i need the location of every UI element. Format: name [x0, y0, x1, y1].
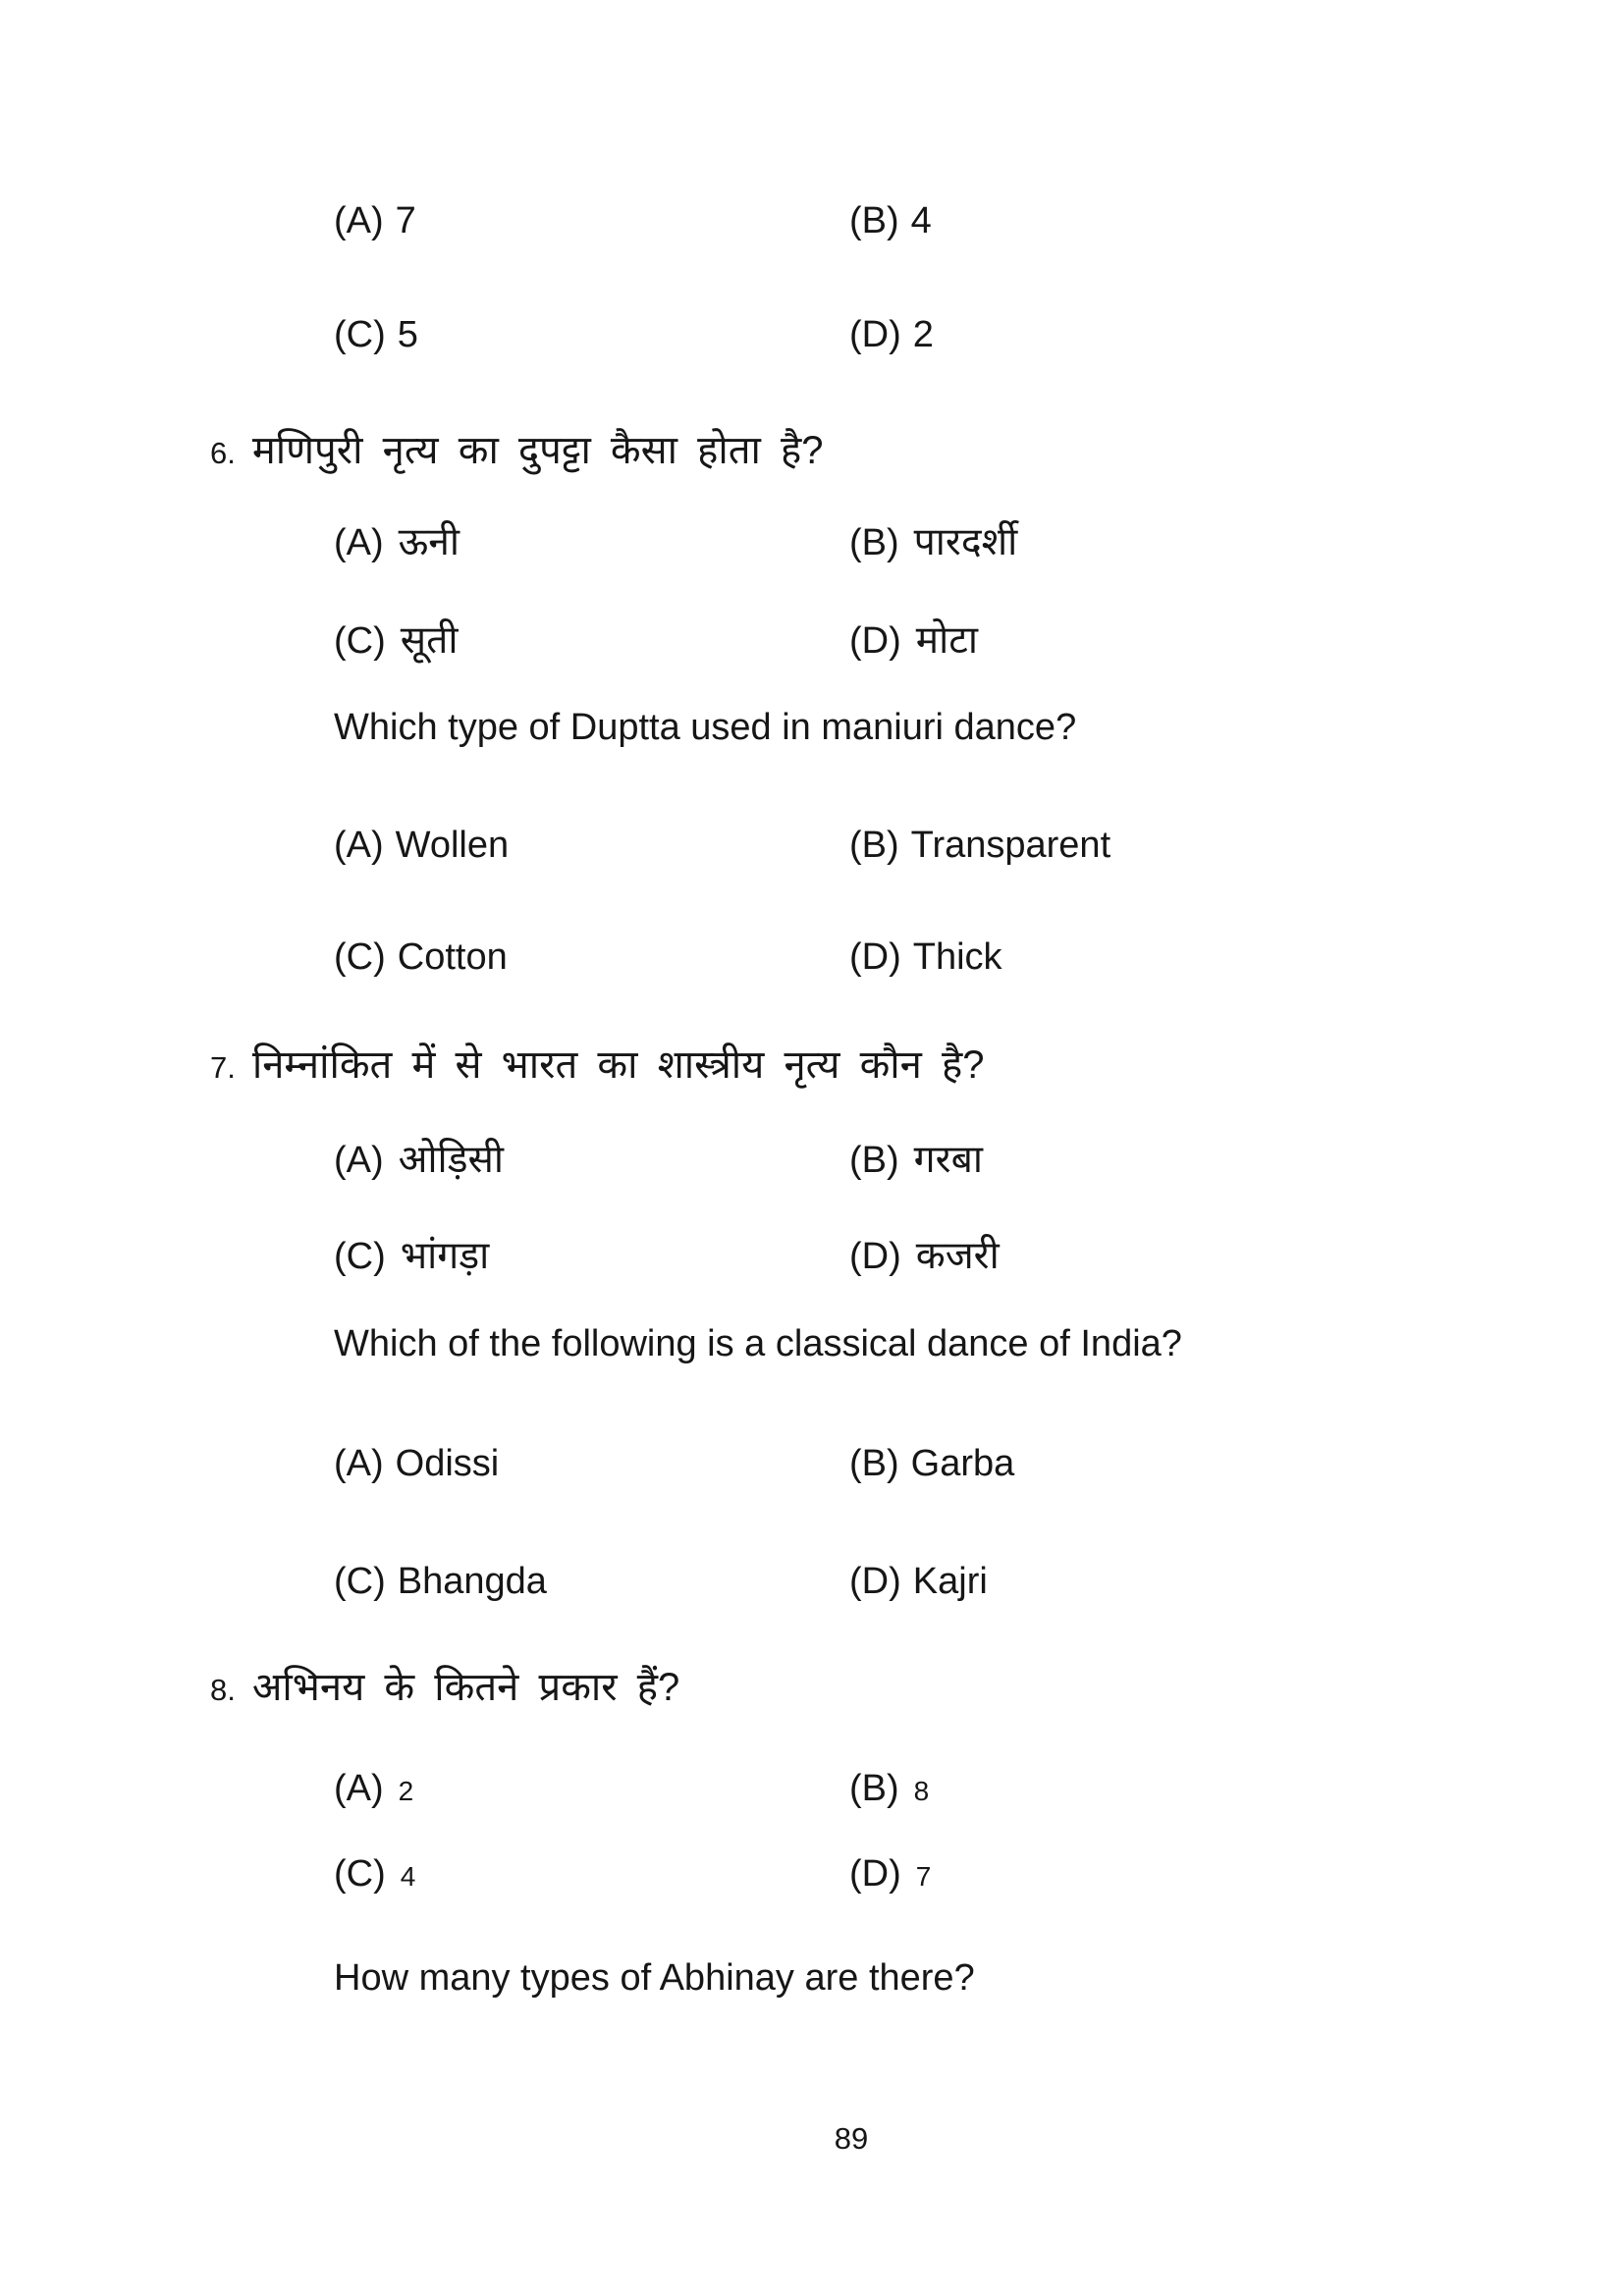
question-6-option-a-hindi — [334, 517, 460, 569]
question-8-option-b-label: (B) — [849, 1768, 899, 1809]
question-6-option-d-hindi-value: मोटा — [915, 619, 978, 662]
question-7-option-c-hindi — [334, 1231, 489, 1283]
question-6-option-b-english-label: (B) — [849, 825, 899, 866]
carryover-option-b-value: 4 — [910, 200, 932, 241]
carryover-option-d-label: (D) — [849, 314, 901, 355]
question-6-text-english: Which type of Duptta used in maniuri dance? — [334, 707, 1077, 748]
question-6-option-d-english-label: (D) — [849, 936, 901, 978]
carryover-option-a-label: (A) — [334, 200, 384, 241]
question-7-option-b-english — [849, 1439, 1014, 1489]
question-6-option-d-hindi — [849, 615, 978, 667]
question-6-option-d-english — [849, 933, 1002, 983]
question-7-option-c-english-value: Bhangda — [397, 1561, 547, 1602]
question-6-option-b-english — [849, 821, 1110, 871]
carryover-option-b-label: (B) — [849, 200, 899, 241]
question-6-number: 6. — [210, 436, 236, 470]
question-8-hindi — [210, 1661, 679, 1714]
question-6-option-b-hindi — [849, 517, 1017, 569]
question-7-option-a-hindi-label: (A) — [334, 1140, 384, 1181]
question-7-english-options-row-2 — [0, 1557, 1624, 1610]
question-7-option-c-hindi-label: (C) — [334, 1236, 386, 1277]
question-7-option-b-english-value: Garba — [910, 1443, 1015, 1484]
question-7-text-hindi: निम्नांकित में से भारत का शास्त्रीय नृत्य कौन है? — [251, 1043, 985, 1087]
question-7-english-options-row-1 — [0, 1439, 1624, 1492]
question-7-option-d-hindi-label: (D) — [849, 1236, 901, 1277]
question-6-option-b-hindi-value: पारदर्शी — [913, 521, 1018, 563]
question-6-option-a-hindi-value: ऊनी — [398, 521, 460, 563]
question-8-option-c-label: (C) — [334, 1853, 386, 1895]
question-7-option-b-hindi-label: (B) — [849, 1140, 899, 1181]
question-8-text-hindi: अभिनय के कितने प्रकार हैं? — [251, 1666, 680, 1709]
question-6-option-c-hindi-value: सूती — [400, 619, 459, 662]
question-7-hindi-options-row-2 — [0, 1231, 1624, 1284]
question-6-option-a-english — [334, 821, 509, 871]
question-7-option-c-english — [334, 1557, 547, 1607]
question-6-option-a-english-label: (A) — [334, 825, 384, 866]
question-6-option-c-hindi-label: (C) — [334, 620, 386, 662]
question-6-option-c-english-label: (C) — [334, 936, 386, 978]
question-8-option-c — [334, 1849, 415, 1899]
question-8-option-d — [849, 1849, 931, 1899]
question-7-option-d-hindi-value: कजरी — [915, 1235, 1000, 1277]
question-6-option-b-hindi-label: (B) — [849, 522, 899, 563]
carryover-option-a — [334, 196, 416, 246]
question-8-option-b-value: 8 — [913, 1776, 930, 1806]
question-7-option-a-hindi-value: ओड़िसी — [398, 1139, 504, 1181]
carryover-option-c-value: 5 — [397, 314, 418, 355]
question-7-option-d-english-value: Kajri — [912, 1561, 988, 1602]
question-6-hindi-options-row-1 — [0, 517, 1624, 570]
question-8-option-d-label: (D) — [849, 1853, 901, 1895]
question-8-options-row-1 — [0, 1764, 1624, 1817]
question-7-option-d-hindi — [849, 1231, 1000, 1283]
question-8-option-d-value: 7 — [915, 1861, 932, 1892]
question-7-option-a-english-value: Odissi — [395, 1443, 500, 1484]
question-6-hindi-options-row-2 — [0, 615, 1624, 668]
carryover-option-c — [334, 310, 418, 360]
question-7-option-c-hindi-value: भांगड़ा — [400, 1235, 490, 1277]
question-7-option-a-english — [334, 1439, 499, 1489]
question-6-option-b-english-value: Transparent — [910, 825, 1111, 866]
question-6-option-c-english-value: Cotton — [397, 936, 508, 978]
question-8-option-a-value: 2 — [398, 1776, 414, 1806]
page-number: 89 — [834, 2121, 869, 2156]
question-8-option-c-value: 4 — [400, 1861, 416, 1892]
question-6-english-options-row-1 — [0, 821, 1624, 874]
question-7-option-d-english-label: (D) — [849, 1561, 901, 1602]
carryover-option-a-value: 7 — [395, 200, 416, 241]
question-6-text-hindi: मणिपुरी नृत्य का दुपट्टा कैसा होता है? — [251, 429, 824, 472]
question-7-hindi-options-row-1 — [0, 1135, 1624, 1188]
question-6-option-d-english-value: Thick — [912, 936, 1002, 978]
question-8-option-b — [849, 1764, 929, 1814]
question-7-option-a-english-label: (A) — [334, 1443, 384, 1484]
question-8-option-a — [334, 1764, 413, 1814]
question-8-option-a-label: (A) — [334, 1768, 384, 1809]
question-7-option-b-hindi-value: गरबा — [913, 1139, 983, 1181]
carryover-options-row-2 — [0, 310, 1624, 363]
question-6-option-a-english-value: Wollen — [395, 825, 510, 866]
carryover-option-d — [849, 310, 934, 360]
question-7-option-b-hindi — [849, 1135, 983, 1187]
question-7-option-d-english — [849, 1557, 988, 1607]
question-7-option-c-english-label: (C) — [334, 1561, 386, 1602]
question-7-hindi — [210, 1039, 984, 1092]
question-6-hindi — [210, 424, 824, 477]
question-7-option-b-english-label: (B) — [849, 1443, 899, 1484]
question-8-text-english: How many types of Abhinay are there? — [334, 1957, 975, 1999]
carryover-option-d-value: 2 — [912, 314, 934, 355]
question-6-english-options-row-2 — [0, 933, 1624, 986]
carryover-option-b — [849, 196, 932, 246]
carryover-option-c-label: (C) — [334, 314, 386, 355]
question-7-text-english: Which of the following is a classical dance of India? — [334, 1323, 1182, 1364]
question-7-number: 7. — [210, 1050, 236, 1085]
question-6-option-c-hindi — [334, 615, 458, 667]
question-8-number: 8. — [210, 1673, 236, 1707]
question-8-options-row-2 — [0, 1849, 1624, 1902]
carryover-options-row-1 — [0, 196, 1624, 249]
question-6-option-a-hindi-label: (A) — [334, 522, 384, 563]
question-7-option-a-hindi — [334, 1135, 504, 1187]
question-6-option-d-hindi-label: (D) — [849, 620, 901, 662]
question-6-option-c-english — [334, 933, 508, 983]
